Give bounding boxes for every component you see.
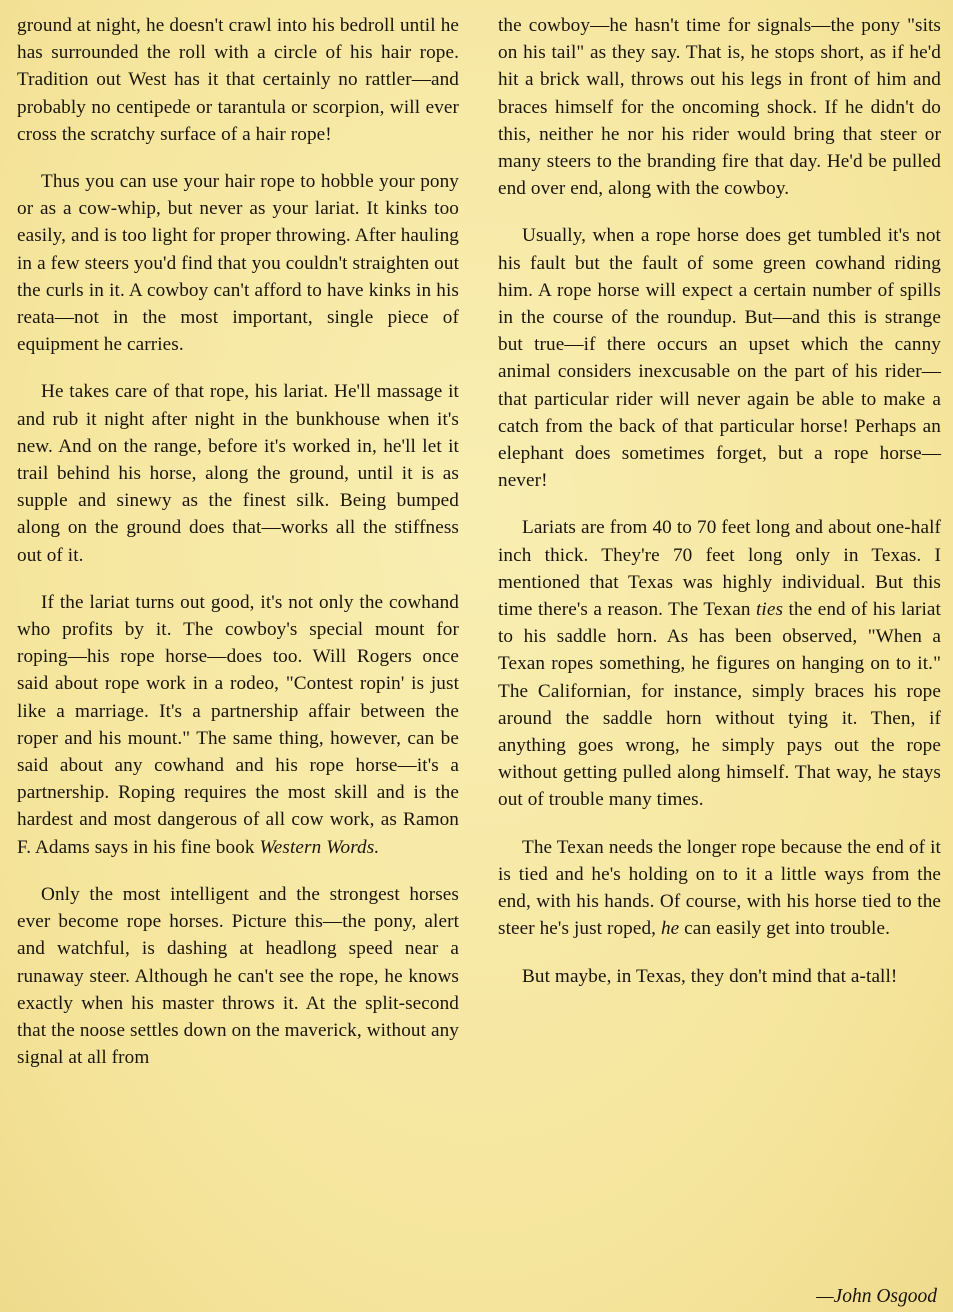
paragraph-left-3: He takes care of that rope, his lariat. He'll massage it and rub it night after night in the bunkhouse when it's new. And on the range, before it's worked in, he'll let it trail behind his horse, along the ground, until it is as supple and sinewy as the finest silk. Being bumped along on the ground does that—works all the stiffness out of it. [17, 381, 459, 566]
paragraph-left-4-text: If the lariat turns out good, it's not only the cowhand who profits by it. The cowboy's special mount for roping—his rope horse—does too. Will Rogers once said about rope work in a rodeo, "Contest ropin' is just like a marriage. It's a partnership affair between the roper and his mount." The same thing, however, can be said about any cowhand and his rope horse—it's a partnership. Roping requires the most skill and is the hardest and most dangerous of all cow work, as Ramon F. Adams says in his fine book [17, 591, 459, 858]
left-column [17, 12, 459, 1091]
paragraph-right-1: the cowboy—he hasn't time for signals—the pony "sits on his tail" as they say. That is, he stops short, as if he'd hit a brick wall, throws out his legs in front of him and braces himself for the oncoming shock. If he didn't do this, neither he nor his rider would bring that steer or many steers to the branding fire that day. He'd be pulled end over end, along with the cowboy. [498, 15, 941, 200]
paragraph-left-1: ground at night, he doesn't crawl into his bedroll until he has surrounded the roll with a circle of his hair rope. Tradition out West has it that certainly no rattler—and probably no centipede or tarantula or scorpion, will ever cross the scratchy surface of a hair rope! [17, 15, 459, 145]
emphasis-ties: ties [755, 599, 784, 621]
emphasis-he: he [660, 918, 680, 940]
author-signature: —John Osgood [816, 1286, 937, 1307]
paragraph-right-3-text-a: Lariats are from 40 to 70 feet long and about one-half inch thick. They're 70 feet long only in Texas. I mentioned that Texas was highly individual. But this time there's a reason. The Texan [498, 517, 941, 621]
paragraph-right-3 [498, 514, 941, 813]
paragraph-left-4 [17, 589, 459, 861]
paragraph-right-4-text-b: can easily get into trouble. [679, 918, 890, 940]
paragraph-right-3-text-b: the end of his lariat to his saddle horn. As has been observed, "When a Texan ropes something, he figures on hanging on to it." The Californian, for instance, simply braces his rope around the saddle horn without tying it. Then, if anything goes wrong, he simply pays out the rope without getting pulled along himself. That way, he stays out of trouble many times. [498, 599, 941, 811]
paragraph-left-2: Thus you can use your hair rope to hobble your pony or as a cow-whip, but never as your lariat. It kinks too easily, and is too light for proper throwing. After hauling in a few steers you'd find that you couldn't straighten out the curls in it. A cowboy can't afford to have kinks in his reata—not in the most important, single piece of equipment he carries. [17, 171, 459, 356]
book-title-western-words: Western Words. [259, 836, 380, 858]
paragraph-left-5: Only the most intelligent and the strongest horses ever become rope horses. Picture this—the pony, alert and watchful, is dashing at headlong speed near a runaway steer. Although he can't see the rope, he knows exactly when his master throws it. At the split-second that the noose settles down on the maverick, without any signal at all from [17, 883, 459, 1069]
right-column [498, 12, 941, 1010]
paragraph-right-5: But maybe, in Texas, they don't mind that a-tall! [522, 965, 898, 987]
paragraph-right-2: Usually, when a rope horse does get tumbled it's not his fault but the fault of some green cowhand riding him. A rope horse will expect a certain number of spills in the course of the roundup. But—and this is strange but true—if there occurs an upset which the canny animal considers inexcusable on the part of his rider—that particular rider will never again be able to make a catch from the back of that particular horse! Perhaps an elephant does sometimes forget, but a rope horse—never! [498, 225, 941, 492]
paragraph-right-4 [498, 834, 941, 943]
paragraph-right-4-text-a: The Texan needs the longer rope because the end of it is tied and he's holding on to it a little ways from the end, with his hands. Of course, with his horse tied to the steer he's just roped, [498, 836, 941, 940]
